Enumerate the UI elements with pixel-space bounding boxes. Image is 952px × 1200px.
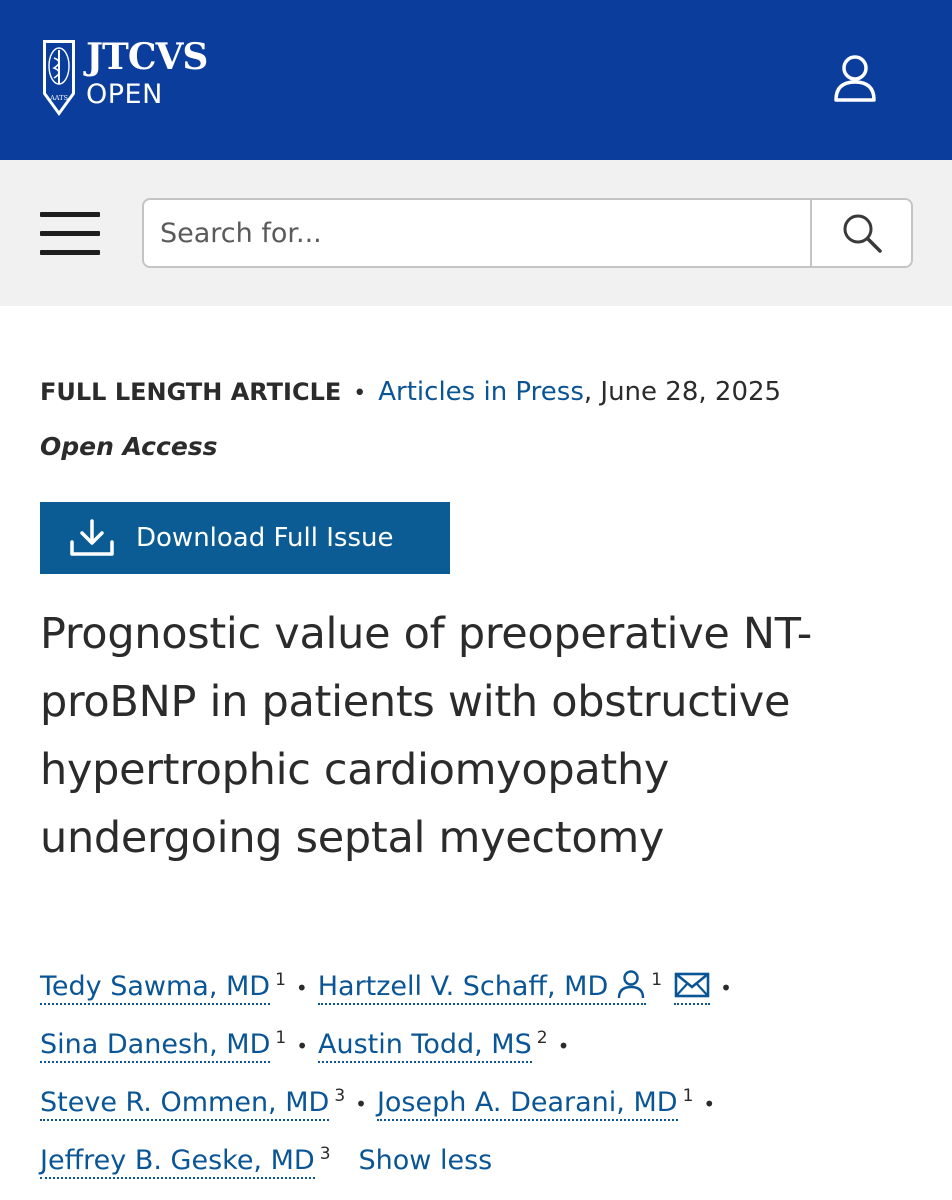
- affiliation-marker[interactable]: 3: [319, 1144, 331, 1164]
- affiliation-marker[interactable]: 3: [334, 1086, 346, 1106]
- author-separator: •: [720, 976, 732, 1000]
- search-icon: [840, 211, 884, 255]
- search-bar-area: [0, 160, 952, 306]
- hamburger-line: [40, 231, 100, 236]
- envelope-icon: [674, 971, 710, 999]
- publication-date: , June 28, 2025: [583, 377, 782, 407]
- affiliation-marker[interactable]: 1: [275, 970, 286, 990]
- article-type: FULL LENGTH ARTICLE: [40, 378, 342, 406]
- author-link[interactable]: Steve R. Ommen, MD: [40, 1087, 329, 1121]
- affiliation-marker[interactable]: 2: [536, 1028, 548, 1048]
- affiliation-marker[interactable]: 1: [651, 970, 663, 990]
- author-link[interactable]: [318, 971, 647, 1005]
- show-less-link[interactable]: Show less: [358, 1145, 493, 1176]
- author-list: [40, 958, 920, 1190]
- user-account-button[interactable]: [828, 52, 882, 104]
- download-icon: [68, 518, 116, 558]
- author-name: Hartzell V. Schaff, MD: [317, 971, 609, 1002]
- site-header: [0, 0, 952, 160]
- article-title: Prognostic value of preoperative NT-proBNP in patients with obstructive hypertrophic cardiomyopathy undergoing septal myectomy: [40, 609, 812, 863]
- user-account-icon: [828, 52, 882, 104]
- download-label: Download Full Issue: [136, 523, 394, 553]
- search-input[interactable]: [144, 200, 810, 266]
- logo-title: JTCVS: [86, 36, 208, 78]
- search-button[interactable]: [810, 200, 911, 266]
- open-access-label: Open Access: [40, 432, 218, 461]
- affiliation-marker[interactable]: 1: [275, 1028, 287, 1048]
- article-meta: [40, 374, 781, 412]
- svg-text:AATS: AATS: [50, 94, 68, 102]
- hamburger-menu-icon: [40, 212, 100, 217]
- logo-subtitle: OPEN: [86, 79, 163, 110]
- author-separator: •: [296, 1034, 308, 1058]
- jtcvs-open-logo[interactable]: [40, 38, 207, 118]
- affiliation-marker[interactable]: 1: [682, 1086, 694, 1106]
- author-separator: •: [703, 1092, 716, 1116]
- hamburger-menu-button[interactable]: [40, 212, 100, 256]
- hamburger-line: [40, 250, 100, 255]
- author-link[interactable]: Austin Todd, MS: [318, 1029, 532, 1063]
- author-link[interactable]: Jeffrey B. Geske, MD: [40, 1145, 315, 1179]
- author-link[interactable]: Joseph A. Dearani, MD: [377, 1087, 678, 1121]
- author-separator: •: [295, 976, 308, 1000]
- aats-seal-icon: [40, 38, 78, 118]
- author-separator: •: [355, 1092, 367, 1116]
- meta-separator: •: [353, 381, 367, 406]
- person-icon: [616, 969, 646, 999]
- search-box: [142, 198, 913, 268]
- articles-in-press-link[interactable]: Articles in Press: [378, 377, 584, 407]
- author-separator: •: [557, 1034, 570, 1058]
- author-link[interactable]: Sina Danesh, MD: [40, 1029, 270, 1063]
- email-author-link[interactable]: [674, 971, 710, 1005]
- author-link[interactable]: Tedy Sawma, MD: [40, 971, 270, 1005]
- download-full-issue-button[interactable]: [40, 502, 450, 574]
